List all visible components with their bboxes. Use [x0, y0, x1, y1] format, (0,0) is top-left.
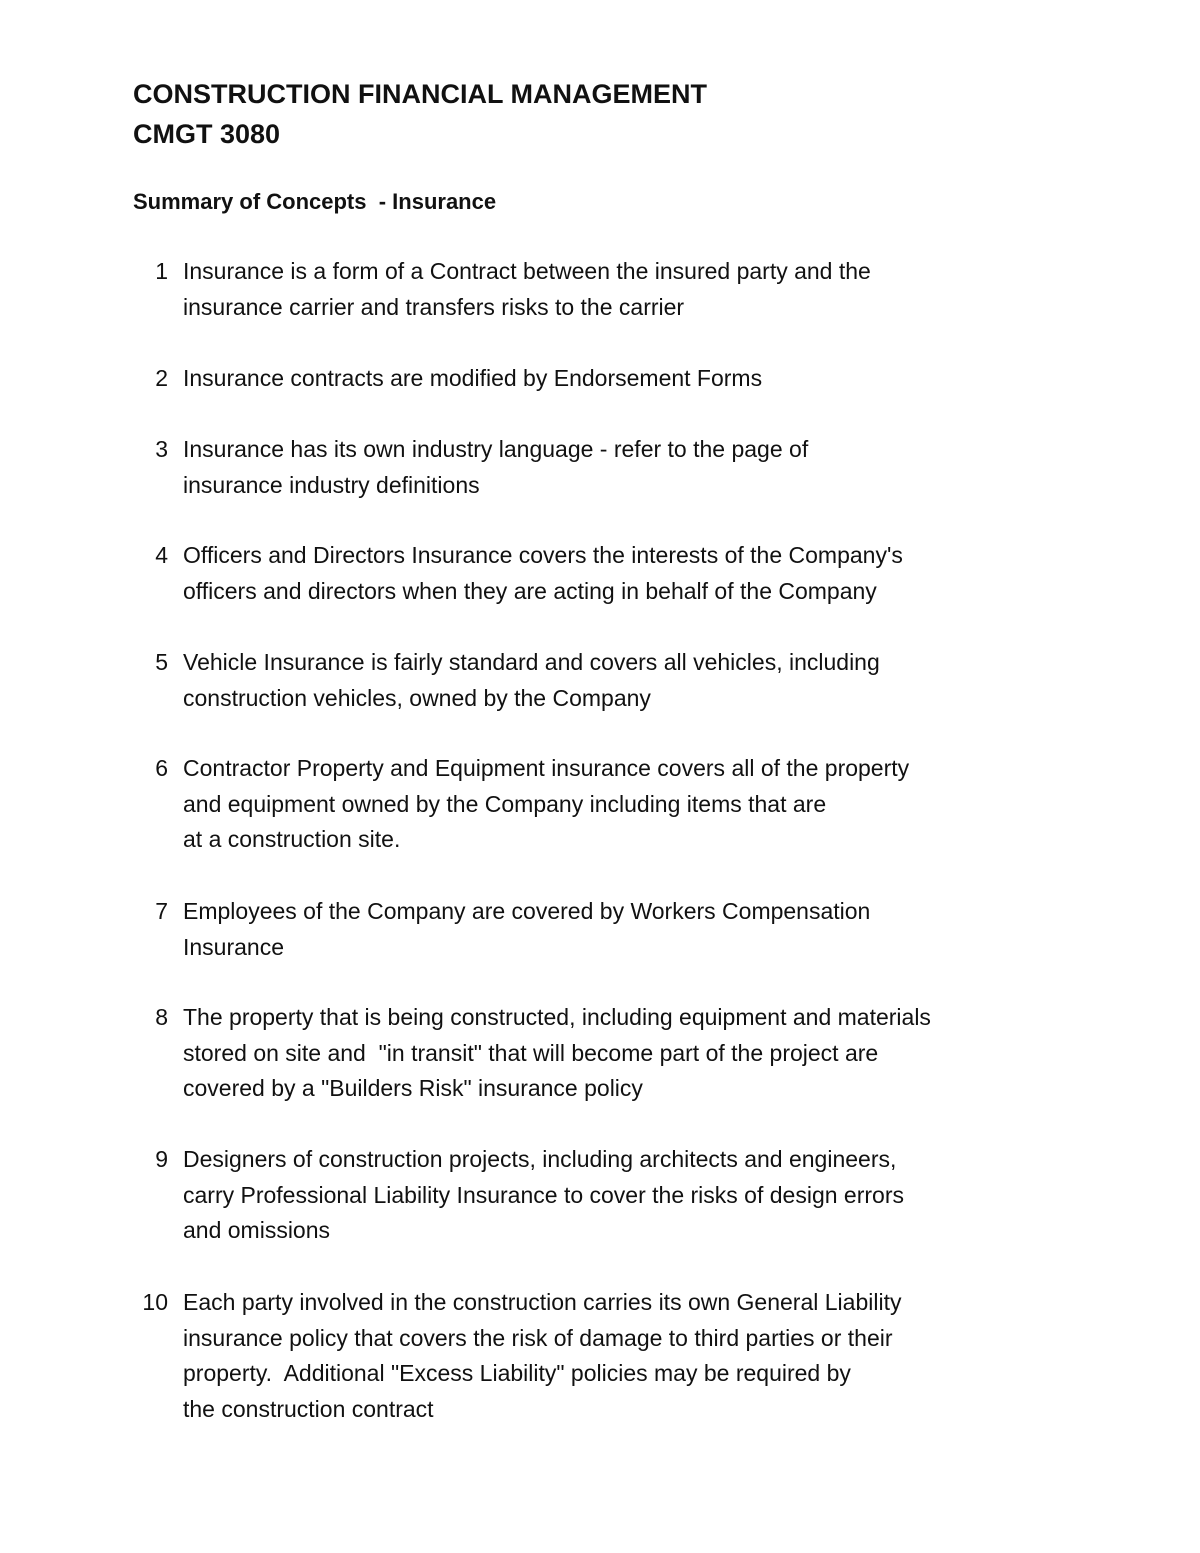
- concept-text-line: carry Professional Liability Insurance to cover the risks of design errors: [183, 1181, 904, 1208]
- concept-text-line: Insurance is a form of a Contract between the insured party and the: [183, 258, 871, 284]
- concept-text-line: Designers of construction projects, including architects and engineers,: [183, 1146, 897, 1172]
- concept-number: 1: [155, 258, 168, 284]
- course-title: CONSTRUCTION FINANCIAL MANAGEMENT: [133, 79, 707, 109]
- concept-number: 7: [155, 898, 168, 924]
- concept-text-line: covered by a "Builders Risk" insurance policy: [183, 1075, 643, 1101]
- concept-number: 10: [142, 1289, 168, 1315]
- concept-item: [130, 894, 1030, 965]
- concept-item: [130, 1285, 1030, 1427]
- concept-number: 5: [155, 649, 168, 675]
- concept-number: 6: [155, 755, 168, 781]
- concept-text-line: Vehicle Insurance is fairly standard and covers all vehicles, including: [183, 649, 880, 675]
- concept-text-line: and equipment owned by the Company including items that are: [183, 790, 827, 817]
- section-subtitle: Summary of Concepts - Insurance: [133, 189, 497, 214]
- concept-text-line: insurance policy that covers the risk of damage to third parties or their: [183, 1324, 893, 1351]
- course-code: CMGT 3080: [133, 119, 281, 149]
- concept-text-line: The property that is being constructed, including equipment and materials: [183, 1004, 931, 1030]
- concept-text-line: and omissions: [183, 1217, 331, 1243]
- concept-text-line: Insurance has its own industry language - refer to the page of: [183, 436, 809, 462]
- concept-text-line: the construction contract: [183, 1395, 434, 1422]
- concept-text-line: insurance carrier and transfers risks to the carrier: [183, 293, 685, 320]
- concept-item: [130, 645, 1030, 716]
- concept-number: 2: [155, 365, 168, 391]
- concept-number: 8: [155, 1004, 168, 1030]
- concept-text-line: Officers and Directors Insurance covers the interests of the Company's: [183, 542, 903, 568]
- concept-item: [130, 538, 1030, 609]
- concept-text-line: Insurance contracts are modified by Endorsement Forms: [183, 365, 763, 391]
- concept-text-line: stored on site and "in transit" that will become part of the project are: [183, 1039, 879, 1066]
- concept-item: [130, 361, 1030, 397]
- concept-number: 9: [155, 1146, 168, 1172]
- concept-item: [130, 1142, 1030, 1249]
- concept-item: [130, 1000, 1030, 1107]
- concept-text-line: at a construction site.: [183, 826, 401, 852]
- concept-text-line: Each party involved in the construction carries its own General Liability: [183, 1289, 902, 1315]
- concept-text-line: Insurance: [183, 933, 285, 960]
- concept-number: 4: [155, 542, 168, 568]
- concept-item: [130, 432, 1030, 503]
- concept-text-line: Contractor Property and Equipment insurance covers all of the property: [183, 755, 910, 781]
- concept-text-line: officers and directors when they are acting in behalf of the Company: [183, 577, 877, 604]
- concept-text-line: Employees of the Company are covered by Workers Compensation: [183, 898, 871, 924]
- concept-text-line: property. Additional "Excess Liability" policies may be required by: [183, 1360, 851, 1386]
- concept-item: [130, 254, 1030, 325]
- concept-text-line: insurance industry definitions: [183, 471, 480, 498]
- concept-text-line: construction vehicles, owned by the Company: [183, 684, 651, 711]
- concept-number: 3: [155, 436, 168, 462]
- concept-item: [130, 751, 1030, 858]
